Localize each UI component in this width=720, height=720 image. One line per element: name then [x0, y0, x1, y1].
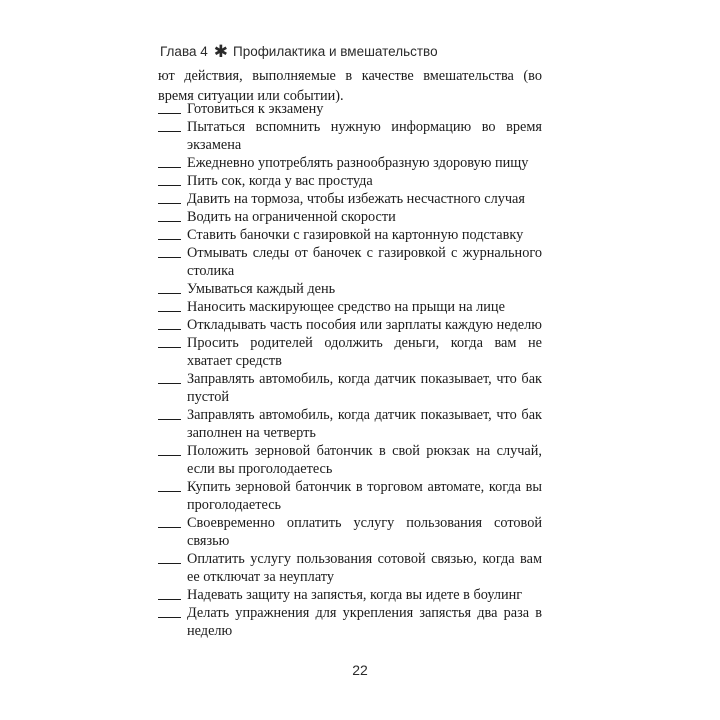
- running-header: [160, 41, 438, 61]
- list-item: [158, 316, 542, 334]
- answer-blank: [158, 244, 181, 258]
- list-item: [158, 118, 542, 154]
- list-item-text: Купить зерновой батончик в торговом автомате, когда вы проголодаетесь: [187, 479, 542, 513]
- list-item: [158, 406, 542, 442]
- list-item-text: Умываться каждый день: [187, 281, 336, 297]
- answer-blank: [158, 154, 181, 168]
- list-item: [158, 334, 542, 370]
- asterisk-icon: ✱: [213, 42, 228, 61]
- list-item-text: Делать упражнения для укрепления запястья два раза в неделю: [187, 605, 542, 639]
- list-item-text: Отмывать следы от баночек с газировкой с журнального столика: [187, 245, 542, 279]
- list-item: [158, 442, 542, 478]
- list-item: [158, 550, 542, 586]
- list-item: [158, 514, 542, 550]
- list-item-text: Оплатить услугу пользования сотовой связью, когда вам ее отключат за неуплату: [187, 551, 542, 585]
- answer-blank: [158, 442, 181, 456]
- list-item: [158, 244, 542, 280]
- list-item-text: Своевременно оплатить услугу пользования сотовой связью: [187, 515, 542, 549]
- list-item: [158, 208, 542, 226]
- answer-blank: [158, 478, 181, 492]
- list-item-text: Наносить маскирующее средство на прыщи на лице: [187, 299, 505, 315]
- list-item-text: Положить зерновой батончик в свой рюкзак на случай, если вы проголодаетесь: [187, 443, 542, 477]
- answer-blank: [158, 208, 181, 222]
- answer-blank: [158, 172, 181, 186]
- answer-blank: [158, 334, 181, 348]
- list-item-text: Надевать защиту на запястья, когда вы идете в боулинг: [187, 587, 523, 603]
- list-item-text: Пить сок, когда у вас простуда: [187, 173, 373, 189]
- list-item-text: Заправлять автомобиль, когда датчик показывает, что бак пустой: [187, 371, 542, 405]
- intro-paragraph: ют действия, выполняемые в качестве вмешательства (во время ситуации или событии).: [158, 68, 542, 104]
- answer-blank: [158, 298, 181, 312]
- list-item: [158, 604, 542, 640]
- list-item: [158, 586, 542, 604]
- list-item-text: Готовиться к экзамену: [187, 101, 324, 117]
- list-item-text: Заправлять автомобиль, когда датчик показывает, что бак заполнен на четверть: [187, 407, 542, 441]
- list-item-text: Давить на тормоза, чтобы избежать несчастного случая: [187, 191, 525, 207]
- answer-blank: [158, 280, 181, 294]
- list-item-text: Просить родителей одолжить деньги, когда вам не хватает средств: [187, 335, 542, 369]
- answer-blank: [158, 316, 181, 330]
- list-item-text: Пытаться вспомнить нужную информацию во время экзамена: [187, 119, 542, 153]
- answer-blank: [158, 370, 181, 384]
- list-item: [158, 226, 542, 244]
- answer-blank: [158, 550, 181, 564]
- answer-blank: [158, 514, 181, 528]
- answer-blank: [158, 226, 181, 240]
- list-item: [158, 172, 542, 190]
- answer-blank: [158, 604, 181, 618]
- list-item-text: Ставить баночки с газировкой на картонную подставку: [187, 227, 524, 243]
- list-item: [158, 100, 542, 118]
- chapter-title: Профилактика и вмешательство: [232, 44, 438, 59]
- list-item: [158, 370, 542, 406]
- list-item: [158, 190, 542, 208]
- answer-blank: [158, 586, 181, 600]
- page-number: 22: [352, 662, 368, 678]
- answer-blank: [158, 406, 181, 420]
- list-item: [158, 280, 542, 298]
- list-item: [158, 154, 542, 172]
- list-item-text: Ежедневно употреблять разнообразную здоровую пищу: [187, 155, 529, 171]
- list-item: [158, 298, 542, 316]
- list-item-text: Откладывать часть пособия или зарплаты каждую неделю: [187, 317, 542, 333]
- list-item: [158, 478, 542, 514]
- answer-blank: [158, 190, 181, 204]
- list-item-text: Водить на ограниченной скорости: [187, 209, 396, 225]
- answer-blank: [158, 118, 181, 132]
- chapter-label: Глава 4: [160, 44, 208, 59]
- answer-blank: [158, 100, 181, 114]
- exercise-list: [158, 100, 542, 640]
